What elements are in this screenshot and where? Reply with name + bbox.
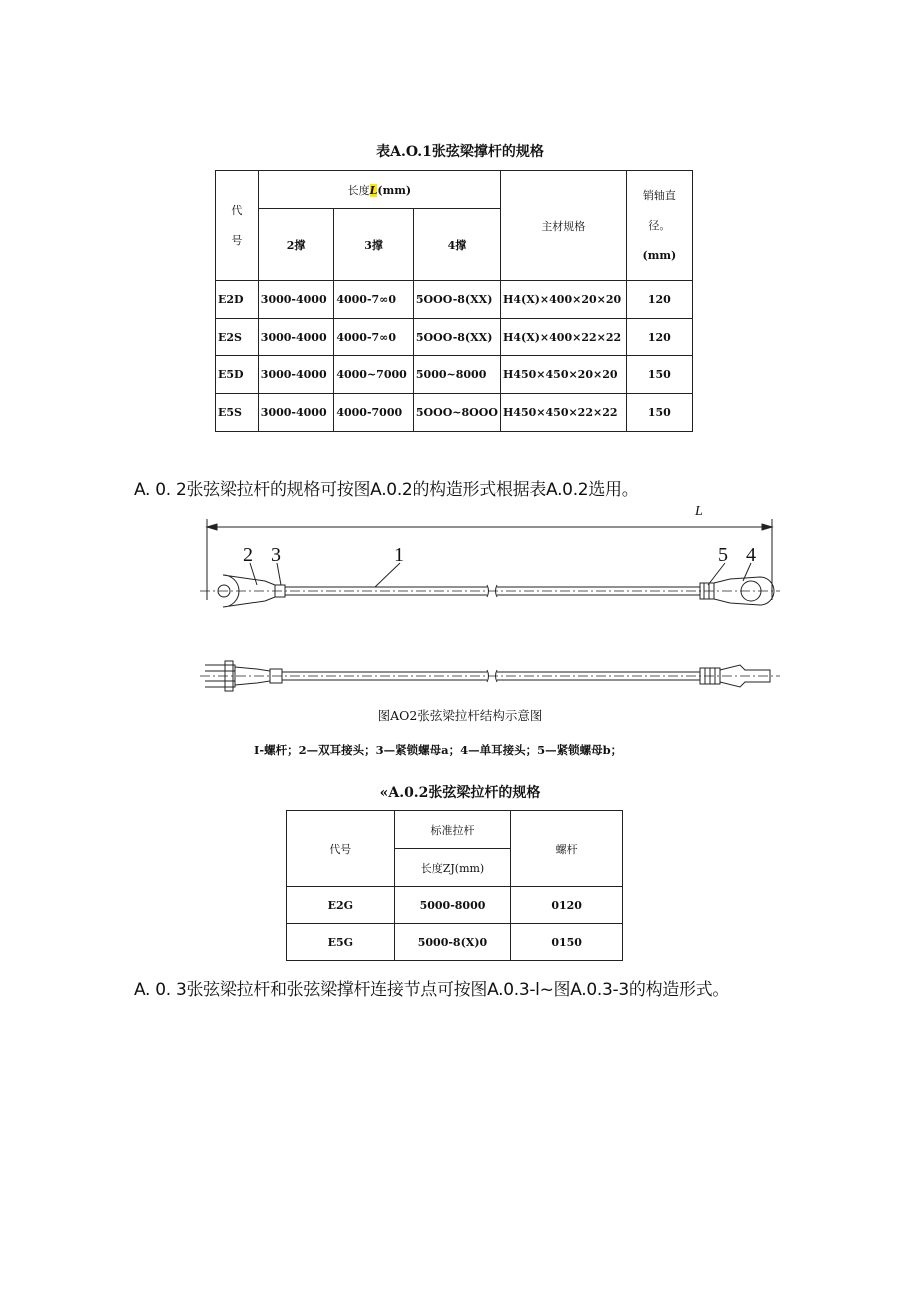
table1-caption: 表A.O.1张弦梁撑杆的规格 <box>376 144 544 160</box>
pin-header: 销轴直 径。 (mm) <box>626 171 692 281</box>
dimension-label: L <box>695 505 703 519</box>
tie-rod-figure <box>195 505 785 705</box>
table2-caption: «A.0.2张弦梁拉杆的规格 <box>379 785 541 801</box>
figure-legend: I-螺杆；2—双耳接头；3—紧锁螺母a；4—单耳接头；5—紧锁螺母b； <box>254 743 623 757</box>
material-header: 主材规格 <box>500 171 626 281</box>
part-label-4: 4 <box>746 544 756 566</box>
table-row: E5G 5000-8(X)0 0150 <box>287 924 623 961</box>
code-header: 代 号 <box>216 171 259 281</box>
part-label-2: 2 <box>243 544 253 566</box>
arrow-right <box>762 524 772 530</box>
table-row: E5S 3000-4000 4000-7000 5OOO~8OOO H450×450×22×22 150 <box>216 394 693 432</box>
table-row: E2S 3000-4000 4000-7∞0 5OOO-8(XX) H4(X)×400×22×22 120 <box>216 319 693 356</box>
figure-caption: 图AO2张弦梁拉杆结构示意图 <box>377 708 543 723</box>
length-header: 长度ZJ(mm) <box>394 849 511 887</box>
length-header: 长度L(mm) <box>258 171 500 209</box>
part-label-1: 1 <box>394 544 404 566</box>
paragraph-a03: A. 0. 3张弦梁拉杆和张弦梁撑杆连接节点可按图A.0.3-l~图A.0.3-3的构造形式。 <box>134 980 730 1000</box>
screw-header: 螺杆 <box>511 811 623 887</box>
col-2-header: 2撑 <box>258 209 334 281</box>
code-header: 代号 <box>287 811 395 887</box>
arrow-left <box>207 524 217 530</box>
col-4-header: 4撑 <box>413 209 500 281</box>
standard-header: 标准拉杆 <box>394 811 511 849</box>
table-row: E2D 3000-4000 4000-7∞0 5OOO-8(XX) H4(X)×400×20×20 120 <box>216 281 693 319</box>
table1 <box>215 170 693 432</box>
part-label-5: 5 <box>718 544 728 566</box>
col-3-header: 3撑 <box>334 209 414 281</box>
part-label-3: 3 <box>271 544 281 566</box>
table-row: E2G 5000-8000 0120 <box>287 887 623 924</box>
table2 <box>286 810 623 961</box>
table-row: E5D 3000-4000 4000~7000 5000~8000 H450×450×20×20 150 <box>216 356 693 394</box>
paragraph-a02: A. 0. 2张弦梁拉杆的规格可按图A.0.2的构造形式根据表A.0.2选用。 <box>134 480 639 500</box>
